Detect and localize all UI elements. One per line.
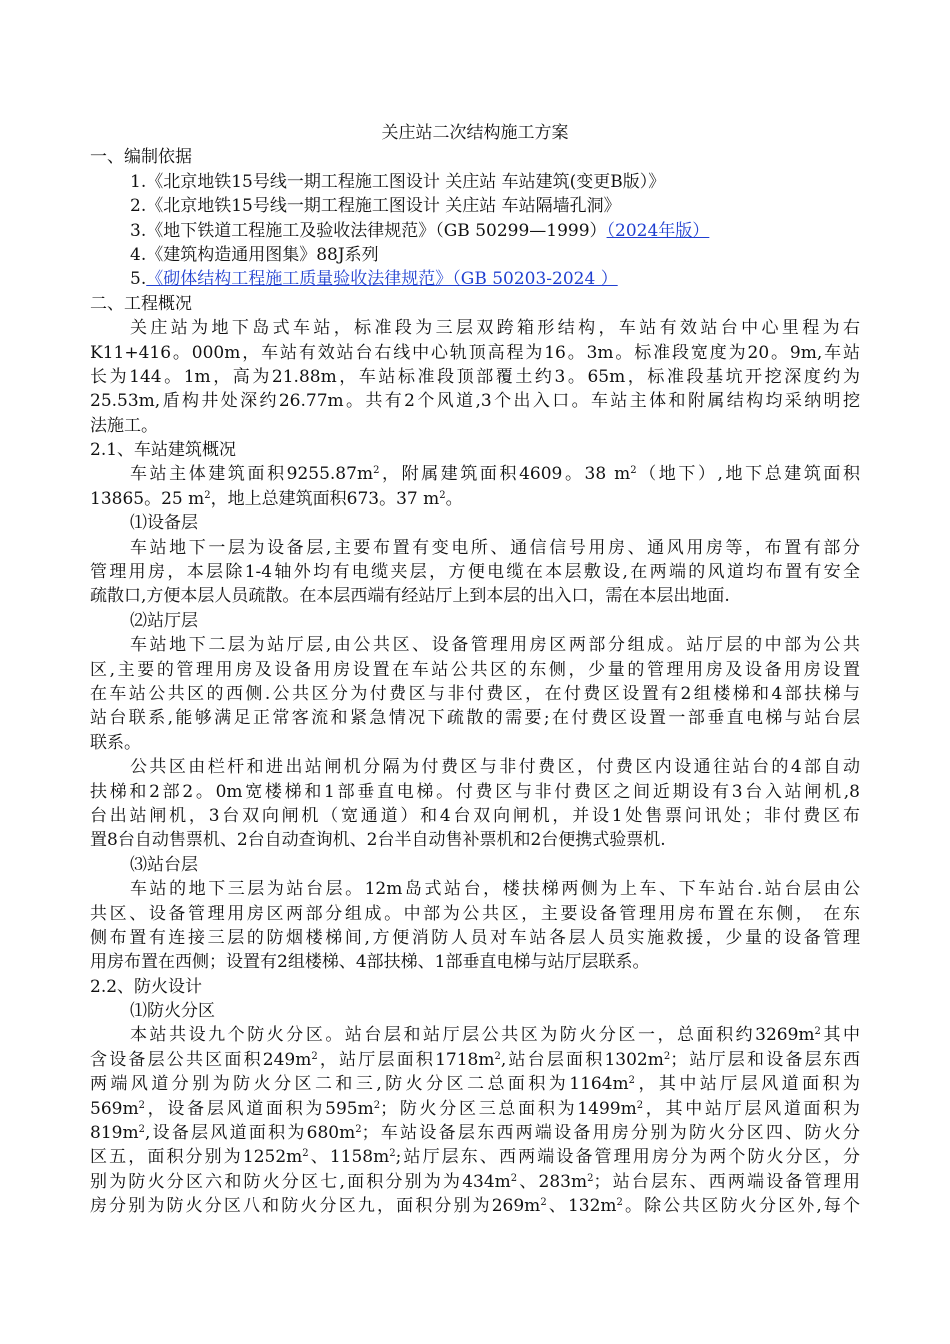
paragraph-line: 法施工。 [90, 415, 158, 436]
paragraph-line: 房分别为防火分区八和防火分区九，面积分别为$269m^2$、$132m^2$。除公共区防火分区外,每个 [90, 1196, 861, 1217]
paragraph-line: 两端风道分别为防火分区二和三,防火分区二总面积为$1164m^2$，其中站厅层风道面积为 [90, 1074, 860, 1095]
paragraph-line: 25.53m,盾构井处深约26.77m。共有2个风道,3个出入口。车站主体和附属结构均采纳明挖 [90, 391, 860, 412]
paragraph-line: K11+416。000m，车站有效站台右线中心轨顶高程为16。3m。标准段宽度为20。9m,车站 [90, 342, 860, 363]
reference-item-4: 4.《建筑构造通用图集》88J系列 [130, 244, 379, 265]
paragraph-line: 本站共设九个防火分区。站台层和站厅层公共区为防火分区一，总面积约$3269m^2$其中 [130, 1025, 860, 1046]
paragraph-line: 侧布置有连接三层的防烟楼梯间,方便消防人员对车站各层人员实施救援，少量的设备管理 [90, 927, 860, 948]
document-title: 关庄站二次结构施工方案 [381, 123, 569, 143]
paragraph-line: 在车站公共区的西侧.公共区分为付费区与非付费区，在付费区设置有2组楼梯和4部扶梯与 [90, 683, 860, 704]
paragraph-line: 站台联系,能够满足正常客流和紧急情况下疏散的需要;在付费区设置一部垂直电梯与站台层 [90, 708, 860, 729]
section-2-2-heading: 2.2、防火设计 [90, 976, 203, 997]
paragraph-line: 别为防火分区六和防火分区七,面积分别为为$434m^2$、$283m^2$；站台层东、西两端设备管理用 [90, 1171, 860, 1192]
subheading-equipment-level: ⑴设备层 [130, 513, 198, 534]
paragraph-line: 长为144。1m，高为21.88m，车站标准段顶部覆土约3。65m，标准段基坑开挖深度约为 [90, 366, 860, 387]
subheading-platform-level: ⑶站台层 [130, 854, 198, 875]
paragraph-line: 车站主体建筑面积$9255.87m^2$，附属建筑面积4609。38 $m^2$（地下）,地下总建筑面积 [130, 464, 861, 485]
reference-item-2: 2.《北京地铁15号线一期工程施工图设计 关庄站 车站隔墙孔洞》 [130, 196, 621, 217]
subheading-fire-zones: ⑴防火分区 [130, 1001, 215, 1022]
paragraph-line: 区,主要的管理用房及设备用房设置在车站公共区的东侧，少量的管理用房及设备用房设置 [90, 659, 860, 680]
paragraph-line: 车站的地下三层为站台层。12m岛式站台，楼扶梯两侧为上车、下车站台.站台层由公 [130, 879, 860, 900]
reference-item-1: 1.《北京地铁15号线一期工程施工图设计 关庄站 车站建筑(变更B版）》 [130, 171, 666, 192]
document-page [90, 121, 860, 1219]
section-2-1-heading: 2.1、车站建筑概况 [90, 440, 237, 461]
reference-item-3: 3.《地下铁道工程施工及验收法律规范》（GB 50299—1999）（2024年版） [130, 220, 710, 241]
paragraph-line: 公共区由栏杆和进出站闸机分隔为付费区与非付费区，付费区内设通往站台的4部自动 [130, 757, 860, 778]
reference-item-3-link[interactable]: （2024年版） [606, 220, 710, 241]
section-2-heading: 二、工程概况 [90, 293, 192, 314]
subheading-concourse-level: ⑵站厅层 [130, 610, 198, 631]
paragraph-line: 管理用房，本层除1-4轴外均有电缆夹层，方便电缆在本层敷设,在两端的风道均布置有安全 [90, 562, 860, 583]
paragraph-line: 车站地下二层为站厅层,由公共区、设备管理用房区两部分组成。站厅层的中部为公共 [130, 635, 860, 656]
paragraph-line: 13865。25 $m^2$，地上总建筑面积673。37 $m^2$。 [90, 488, 463, 509]
paragraph-line: 置8台自动售票机、2台自动查询机、2台半自动售补票机和2台便携式验票机. [90, 830, 666, 851]
paragraph-line: 共区、设备管理用房区两部分组成。中部为公共区，主要设备管理用房布置在东侧， 在东 [90, 903, 860, 924]
paragraph-line: 联系。 [90, 732, 141, 753]
paragraph-line: $819m^2$,设备层风道面积为$680m^2$；车站设备层东西两端设备用房分别为防火分区四、防火分 [90, 1123, 860, 1144]
paragraph-line: 扶梯和2部2。0m宽楼梯和1部垂直电梯。付费区与非付费区之间近期设有3台入站闸机,8 [90, 781, 860, 802]
paragraph-line: 用房布置在西侧；设置有2组楼梯、4部扶梯、1部垂直电梯与站厅层联系。 [90, 952, 650, 973]
paragraph-line: 疏散口,方便本层人员疏散。在本层西端有经站厅上到本层的出入口，需在本层出地面. [90, 586, 730, 607]
reference-item-5-link[interactable]: 《砌体结构工程施工质量验收法律规范》（GB 50203-2024 ） [146, 269, 618, 290]
fire-zone-paragraph [90, 1023, 860, 1218]
paragraph-line: 车站地下一层为设备层,主要布置有变电所、通信信号用房、通风用房等，布置有部分 [130, 537, 860, 558]
paragraph-line: 关庄站为地下岛式车站，标准段为三层双跨箱形结构，车站有效站台中心里程为右 [130, 318, 860, 339]
paragraph-line: $569m^2$，设备层风道面积为$595m^2$；防火分区三总面积为$1499m^2$，其中站厅层风道面积为 [90, 1098, 861, 1119]
paragraph-line: 含设备层公共区面积$249m^2$，站厅层面积$1718m^2$,站台层面积$1302m^2$；站厅层和设备层东西 [90, 1049, 860, 1070]
reference-item-5: 5.《砌体结构工程施工质量验收法律规范》（GB 50203-2024 ） [130, 269, 618, 290]
section-1-heading: 一、编制依据 [90, 147, 192, 168]
paragraph-line: 区五，面积分别为$1252m^2$、$1158m^2$;站厅层东、西两端设备管理用房分为两个防火分区，分 [90, 1147, 860, 1168]
paragraph-line: 台出站闸机，3台双向闸机（宽通道）和4台双向闸机，并设1处售票问讯处；非付费区布 [90, 805, 860, 826]
